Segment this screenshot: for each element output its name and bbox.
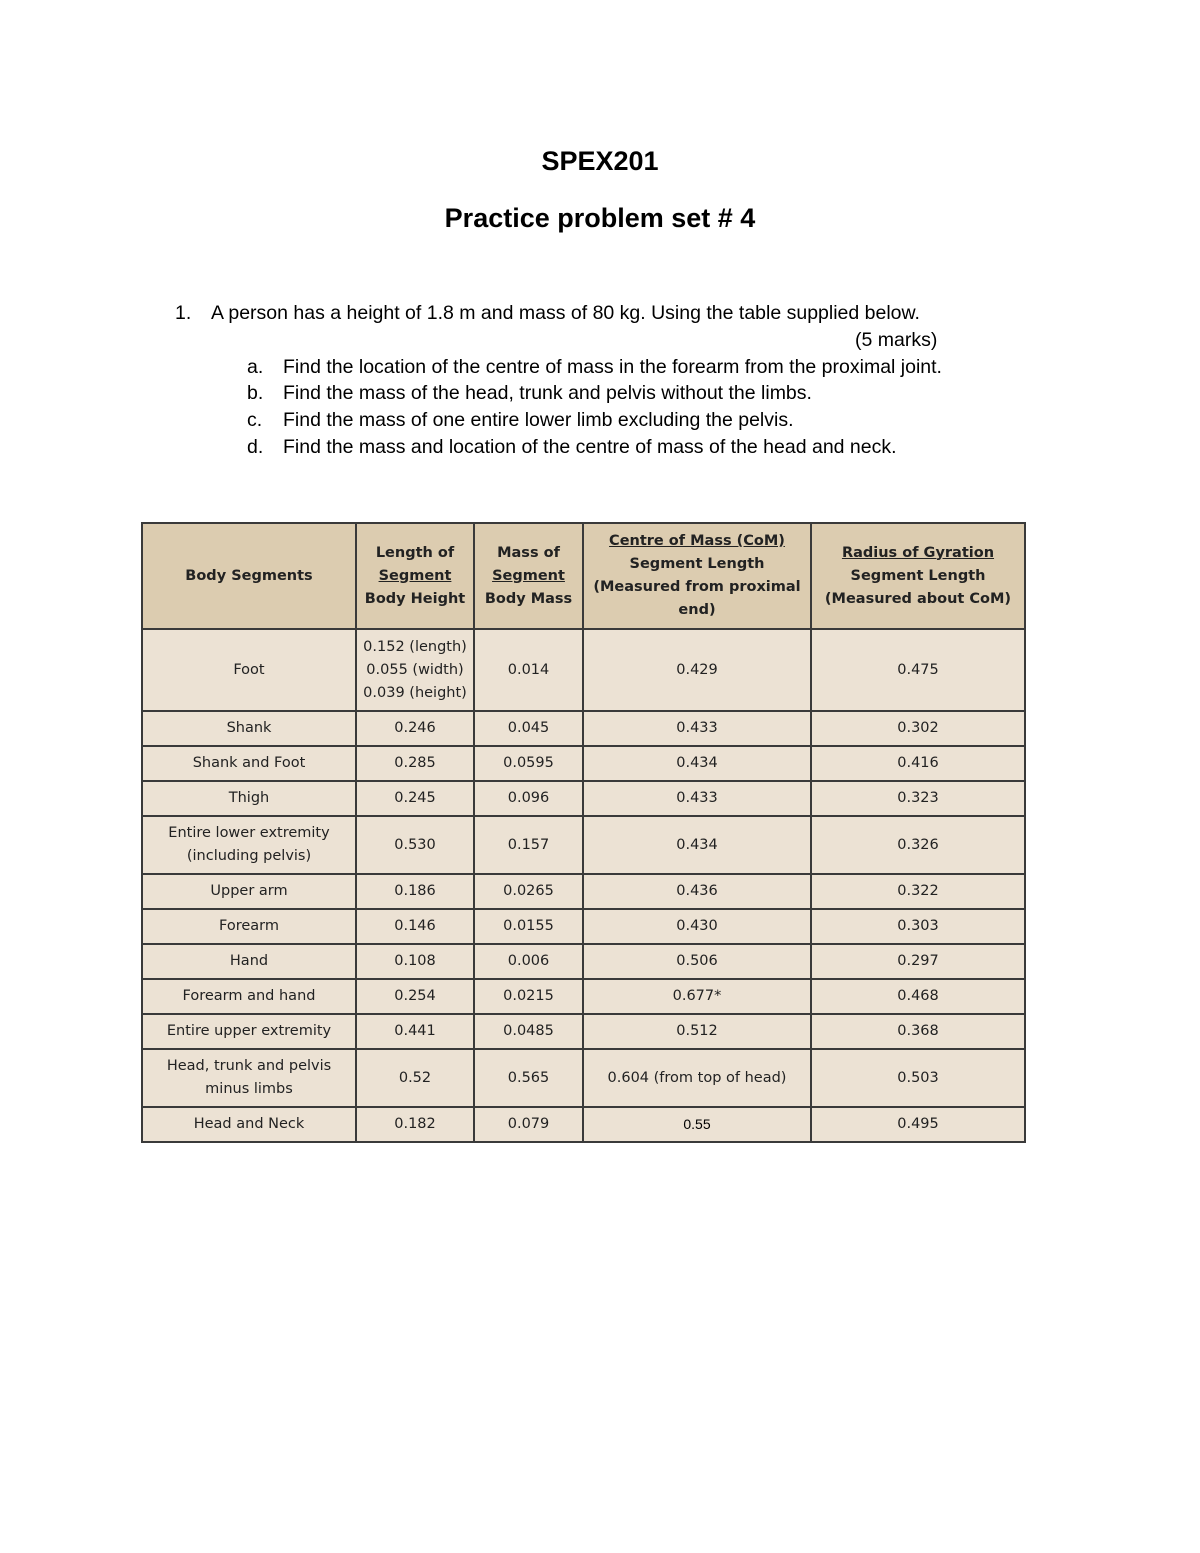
- part-text: Find the mass and location of the centre of mass of the head and neck.: [283, 435, 897, 458]
- question-text: A person has a height of 1.8 m and mass of 80 kg. Using the table supplied below.: [211, 302, 920, 324]
- segment-cell: Upper arm: [142, 874, 356, 909]
- part-letter: c.: [247, 409, 263, 432]
- question-1: [175, 300, 1035, 461]
- part-text: Find the mass of the head, trunk and pelvis without the limbs.: [283, 382, 812, 405]
- segment-cell: Head, trunk and pelvis minus limbs: [142, 1049, 356, 1107]
- com-cell: 0.434: [583, 746, 811, 781]
- mass-cell: 0.565: [474, 1049, 583, 1107]
- table-row: [142, 781, 1025, 816]
- question-part-d: [175, 434, 1035, 461]
- gyration-cell: 0.323: [811, 781, 1025, 816]
- table-row: [142, 1014, 1025, 1049]
- segment-cell: Entire upper extremity: [142, 1014, 356, 1049]
- com-cell: 0.506: [583, 944, 811, 979]
- com-cell: 0.433: [583, 711, 811, 746]
- mass-cell: 0.0595: [474, 746, 583, 781]
- length-cell: 0.245: [356, 781, 474, 816]
- header-mass: Mass of Segment Body Mass: [474, 523, 583, 629]
- table-row: [142, 944, 1025, 979]
- part-text: Find the mass of one entire lower limb excluding the pelvis.: [283, 409, 794, 432]
- gyration-cell: 0.416: [811, 746, 1025, 781]
- com-cell: 0.429: [583, 629, 811, 711]
- com-cell: 0.430: [583, 909, 811, 944]
- segment-cell: Entire lower extremity (including pelvis): [142, 816, 356, 874]
- com-cell: 0.436: [583, 874, 811, 909]
- segment-cell: Shank: [142, 711, 356, 746]
- length-cell: 0.246: [356, 711, 474, 746]
- part-text: Find the location of the centre of mass in the forearm from the proximal joint.: [283, 355, 942, 378]
- header-centre-of-mass: Centre of Mass (CoM) Segment Length (Measured from proximal end): [583, 523, 811, 629]
- header-length: Length of Segment Body Height: [356, 523, 474, 629]
- length-cell: 0.52: [356, 1049, 474, 1107]
- question-part-a: [175, 354, 1035, 381]
- com-cell: 0.604 (from top of head): [583, 1049, 811, 1107]
- table-row: [142, 711, 1025, 746]
- question-number: 1.: [175, 302, 192, 324]
- gyration-cell: 0.297: [811, 944, 1025, 979]
- length-cell: 0.530: [356, 816, 474, 874]
- table-row: [142, 629, 1025, 711]
- length-cell: 0.108: [356, 944, 474, 979]
- segment-cell: Foot: [142, 629, 356, 711]
- com-cell: 0.512: [583, 1014, 811, 1049]
- gyration-cell: 0.303: [811, 909, 1025, 944]
- page-title: Practice problem set # 4: [444, 203, 756, 233]
- question-part-b: [175, 380, 1035, 407]
- header-body-segments: Body Segments: [142, 523, 356, 629]
- length-cell: 0.285: [356, 746, 474, 781]
- part-letter: b.: [247, 382, 264, 405]
- question-part-c: [175, 407, 1035, 434]
- com-cell: 0.433: [583, 781, 811, 816]
- mass-cell: 0.096: [474, 781, 583, 816]
- com-cell: 0.434: [583, 816, 811, 874]
- com-cell: 0.677*: [583, 979, 811, 1014]
- mass-cell: 0.0265: [474, 874, 583, 909]
- gyration-cell: 0.368: [811, 1014, 1025, 1049]
- segment-cell: Head and Neck: [142, 1107, 356, 1142]
- length-cell: 0.254: [356, 979, 474, 1014]
- table-header-row: [142, 523, 1025, 629]
- part-letter: d.: [247, 435, 264, 458]
- com-cell: 0.55: [583, 1107, 811, 1142]
- segment-parameters-table: [141, 522, 1026, 1143]
- gyration-cell: 0.322: [811, 874, 1025, 909]
- mass-cell: 0.0485: [474, 1014, 583, 1049]
- mass-cell: 0.0215: [474, 979, 583, 1014]
- course-code: SPEX201: [541, 146, 659, 176]
- segment-cell: Forearm: [142, 909, 356, 944]
- table-row: [142, 979, 1025, 1014]
- segment-cell: Forearm and hand: [142, 979, 356, 1014]
- mass-cell: 0.0155: [474, 909, 583, 944]
- mass-cell: 0.157: [474, 816, 583, 874]
- gyration-cell: 0.475: [811, 629, 1025, 711]
- gyration-cell: 0.468: [811, 979, 1025, 1014]
- mass-cell: 0.014: [474, 629, 583, 711]
- mass-cell: 0.045: [474, 711, 583, 746]
- table-row: [142, 874, 1025, 909]
- gyration-cell: 0.503: [811, 1049, 1025, 1107]
- mass-cell: 0.006: [474, 944, 583, 979]
- segment-cell: Shank and Foot: [142, 746, 356, 781]
- length-cell: 0.186: [356, 874, 474, 909]
- segment-cell: Hand: [142, 944, 356, 979]
- length-cell: 0.182: [356, 1107, 474, 1142]
- table-row: [142, 816, 1025, 874]
- table-row: [142, 1107, 1025, 1142]
- gyration-cell: 0.302: [811, 711, 1025, 746]
- question-marks: (5 marks): [855, 328, 938, 351]
- table-row: [142, 746, 1025, 781]
- gyration-cell: 0.326: [811, 816, 1025, 874]
- table-row: [142, 909, 1025, 944]
- gyration-cell: 0.495: [811, 1107, 1025, 1142]
- part-letter: a.: [247, 355, 264, 378]
- mass-cell: 0.079: [474, 1107, 583, 1142]
- length-cell: 0.152 (length) 0.055 (width) 0.039 (height): [356, 629, 474, 711]
- table-row: [142, 1049, 1025, 1107]
- segment-cell: Thigh: [142, 781, 356, 816]
- length-cell: 0.146: [356, 909, 474, 944]
- header-radius-of-gyration: Radius of Gyration Segment Length (Measured about CoM): [811, 523, 1025, 629]
- length-cell: 0.441: [356, 1014, 474, 1049]
